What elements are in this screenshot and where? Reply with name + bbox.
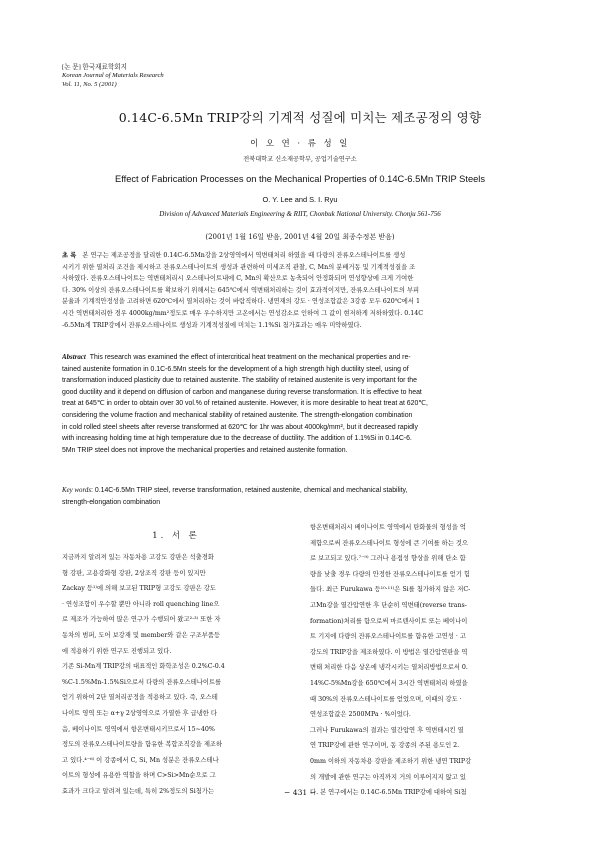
body-line: 트 기지에 다량의 잔류오스테나이트를 함유한 고연성 · 고 (310, 633, 466, 641)
abstract-ko-line: 다. 30% 이상의 잔류오스테나이트를 확보하기 위해서는 645℃에서 역변태처리하는 것이 효과적이지만, 잔류오스테나이트의 부피 (62, 286, 420, 294)
body-line: 정도의 잔류오스테나이트량을 함유한 복합조직강을 제조하 (62, 741, 223, 749)
body-line: 0mm 이하의 자동차용 강판을 제조하기 위한 냉연 TRIP강 (310, 757, 472, 765)
body-line: 14%C-5%Mn강을 650℃에서 3시간 역변태처리 하였을 (310, 679, 468, 687)
body-line: 강도의 TRIP강을 제조하였다. 이 방법은 열간압연판을 역 (310, 648, 468, 656)
abstract-ko-line: -6.5Mn계 TRIP강에서 잔류오스테나이트 생성과 기계적성질에 미치는 1.1%Si 첨가효과는 매우 미약하였다. (62, 321, 362, 329)
body-line: 제함으로써 잔류오스테나이트 형성에 큰 기여를 하는 것으 (310, 539, 468, 547)
received-dates: (2001년 1월 16일 받음, 2001년 4월 20일 최종수정본 받음) (205, 233, 395, 241)
abstract-en-line: treat at 645℃ in order to obtain over 30 vol.% of retained austenite. However, it is more desirable to heat treat at 620℃, (62, 400, 428, 408)
paper-title-en: Effect of Fabrication Processes on the Mechanical Properties of 0.14C-6.5Mn TRIP Steels (115, 174, 485, 184)
abstract-ko-line: 분율과 기계적안정성을 고려하면 620℃에서 열처리하는 것이 바람직하다. 냉연재의 강도 · 연성조합값은 3강종 모두 620℃에서 1 (62, 298, 420, 306)
body-line: 동차의 범퍼, 도어 보강재 및 member와 같은 구조부품등 (62, 631, 221, 639)
abstract-ko-line: 시키기 위한 열처리 조건을 제시하고 잔류오스테나이트의 생성과 관련하여 미세조직 관찰, C, Mn의 분배거동 및 기계적성질을 조 (62, 263, 416, 271)
keywords-label: Key words (62, 487, 92, 494)
abstract-en-line: good ductility and it depend on diffusion of carbon and manganese during reverse transformation. It is effective to heat (62, 388, 422, 396)
body-line: 얻기 위하여 2단 열처리공정을 적용하고 있다. 즉, 오스테 (62, 694, 218, 702)
body-line: · 연성조합이 우수할 뿐만 아니라 roll quenching line으 (62, 600, 220, 608)
body-line: 로 보고되고 있다.⁷⁻⁹⁾ 그러나 용접성 향상을 위해 탄소 함 (310, 555, 466, 563)
abstract-ko-line: 사하였다. 잔류오스테나이트는 역변태처리시 오스테나이트내에 C, Mn의 확산으로 농축되어 안정화되며 연성향상에 크게 기여한 (62, 275, 414, 283)
body-line: 의 개발에 관한 연구는 아직까지 거의 이루어지지 않고 있 (310, 773, 466, 781)
body-column-left (62, 520, 290, 800)
journal-name-ko: [논 문] 한국재료학회지 (62, 64, 128, 71)
body-line: 다. 본 연구에서는 0.14C-6.5Mn TRIP강에 대하여 Si첨 (310, 789, 467, 797)
abstract-en-line: considering the volume fraction and mechanical stability of retained austenite. The strength-elongation combination (62, 411, 413, 419)
abstract-en-line: with increasing holding time at high temperature due to the decrease of ductility. The addition of 1.1%Si in 0.14C-6. (62, 435, 412, 443)
page-number: − 431 − (283, 788, 317, 797)
body-column-right (310, 520, 538, 801)
keywords-line: strength-elongation combination (62, 498, 161, 506)
journal-header (62, 64, 164, 89)
body-line: 연 TRIP강에 관한 연구이며, 동 강종의 주된 용도인 2. (310, 742, 460, 750)
journal-volume: Vol. 11, No. 5 (2001) (62, 80, 117, 88)
abstract-en-line: transformation induced plasticity due to retained austenite. The stability of retained austenite is very important for the (62, 377, 417, 385)
abstract-en-line: 5Mn TRIP steel does not improve the mechanical properties and retained austenite formation. (62, 446, 348, 454)
abstract-en-line: Abstract This research was examined the effect of intercritical heat treatment on the mechanical properties and re- (62, 354, 411, 361)
body-line: 들다. 최근 Furukawa 등¹⁰·¹¹⁾은 Si를 첨가하지 않은 저C- (310, 586, 471, 594)
section-heading-introduction: 1. 서 론 (152, 530, 200, 540)
body-line: 지금까지 알려져 있는 자동차용 고강도 강판은 석출경화 (62, 554, 214, 561)
abstract-ko (62, 250, 540, 331)
affiliation-en: Division of Advanced Materials Engineering & RIIT, Chonbuk National University. Chonju 561-756 (159, 210, 441, 218)
body-line: 고 있다.⁴⁻⁶⁾ 이 강종에서 C, Si, Mn 성분은 잔류오스테나 (62, 756, 219, 764)
body-line: 량을 낮출 경우 다량의 안정한 잔류오스테나이트를 얻기 힘 (310, 570, 470, 578)
body-line: 나이트 영역 또는 α+γ 2상영역으로 가열한 후 급냉한 다 (62, 709, 217, 717)
abstract-ko-line: 초 록 본 연구는 제조공정을 달리한 0.14C-6.5Mn강을 2상영역에서 역변태처리 하였을 때 다량의 잔류오스테나이트를 생성 (62, 252, 406, 259)
journal-name-en: Korean Journal of Materials Research (62, 72, 164, 80)
body-line: 항온변태처리시 베이나이트 영역에서 탄화물의 형성을 억 (310, 524, 466, 531)
body-line: 형 강판, 고용강화형 강판, 2상조직 강판 등이 있지만 (62, 569, 206, 577)
abstract-ko-label: 초 록 (62, 252, 77, 259)
body-line: 효과가 크다고 알려져 있는데, 특히 2%정도의 Si첨가는 (62, 787, 214, 795)
abstract-ko-line: 시간 역변태처리한 경우 4000kg/mm²정도로 매우 우수하지만 고온에서는 연성감소로 인하여 그 값이 현저하게 저하하였다. 0.14C (62, 309, 424, 317)
abstract-en-line: tained austenite formation in 0.1C-6.5Mn steels for the development of a high strength high ductility steel, using of (62, 365, 409, 373)
authors-en: O. Y. Lee and S. I. Ryu (262, 195, 338, 204)
paper-title-ko: 0.14C-6.5Mn TRIP강의 기계적 성질에 미치는 제조공정의 영향 (118, 110, 482, 125)
body-line: 에 적용하기 위한 연구도 진행되고 있다. (62, 647, 172, 655)
body-line: 고Mn강을 열간압연한 후 단순히 역변태(reverse trans- (310, 601, 467, 609)
body-line: formation)처리를 함으로써 마르텐사이트 또는 베이나이 (310, 617, 468, 625)
abstract-en-label: Abstract (62, 354, 86, 361)
body-line: 음, 베이나이트 영역에서 항온변태시키므로서 15~40% (62, 725, 215, 733)
body-line: %C-1.5%Mn-1.5%Si으로서 다량의 잔류오스테나이트를 (62, 678, 222, 686)
abstract-en (62, 352, 540, 456)
body-line: 때 30%의 잔류오스테나이트를 얻었으며, 이때의 강도 · (310, 695, 462, 703)
keywords (62, 485, 540, 508)
authors-ko: 이 오 연 · 류 성 일 (250, 138, 350, 148)
affiliation-ko: 전북대학교 신소재공학부, 공업기술연구소 (243, 156, 357, 163)
body-line: 로 제조가 가능하여 많은 연구가 수행되어 왔고²·³⁾ 또한 자 (62, 616, 221, 624)
body-line: Zackay 등¹⁾에 의해 보고된 TRIP형 고강도 강판은 강도 (62, 585, 216, 593)
body-line: 변태 처리한 다음 상온에 냉각시키는 열처리방법으로서 0. (310, 664, 468, 672)
body-line: 그러나 Furukawa의 결과는 열간압연 후 역변태시킨 열 (310, 726, 464, 734)
body-line: 연성조합값은 2500MPa · %이었다. (310, 711, 411, 719)
abstract-en-line: in cold rolled steel sheets after reverse transformed at 620℃ for 1hr was about 4000kg/mm², but it decreased rapidly (62, 423, 418, 431)
body-line: 이트의 형성에 유용한 역할을 하며 C>Si>Mn순으로 그 (62, 772, 216, 780)
keywords-line: Key words: 0.14C-6.5Mn TRIP steel, reverse transformation, retained austenite, chemical and mechanical stability, (62, 487, 408, 494)
body-line: 기존 Si-Mn계 TRIP강의 대표적인 화학조성은 0.2%C-0.4 (62, 663, 225, 671)
